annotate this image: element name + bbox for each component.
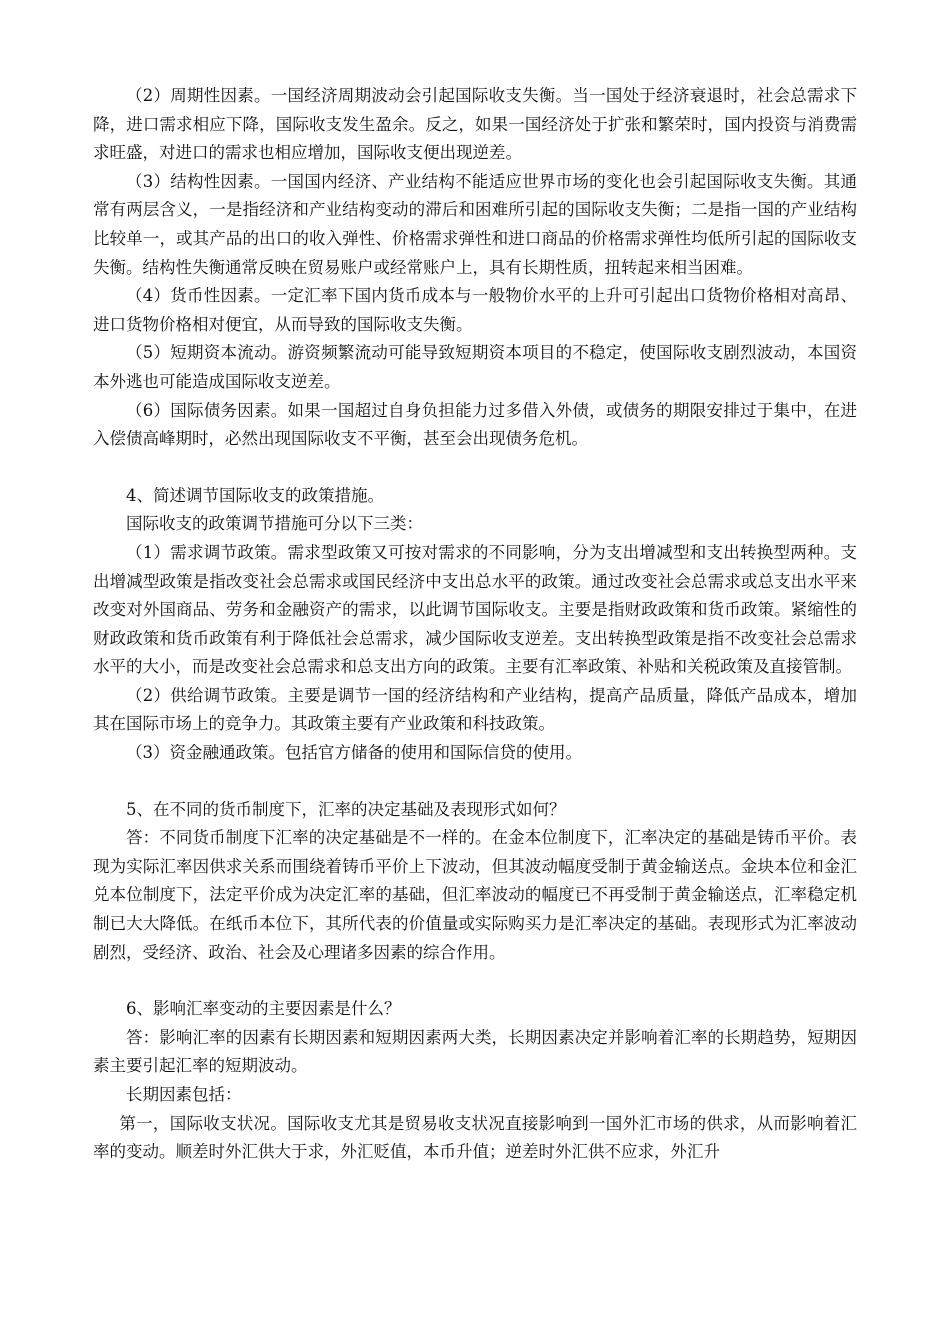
question-5-answer: 答：不同货币制度下汇率的决定基础是不一样的。在金本位制度下，汇率决定的基础是铸币平价。表现为实际汇率因供求关系而围绕着铸币平价上下波动，但其波动幅度受制于黄金输送点。金块本位和金汇兑本位制度下，法定平价成为决定汇率的基础，但汇率波动的幅度已不再受制于黄金输送点，汇率稳定机制已大大降低。在纸币本位下，其所代表的价值量或实际购买力是汇率决定的基础。表现形式为汇率波动剧烈，受经济、政治、社会及心理诸多因素的综合作用。 bbox=[93, 828, 857, 962]
question-4-intro: 国际收支的政策调节措施可分以下三类： bbox=[126, 514, 423, 534]
paragraph-supply-policy: （2）供给调节政策。主要是调节一国的经济结构和产业结构，提高产品质量，降低产品成本，增加其在国际市场上的竞争力。其政策主要有产业政策和科技政策。 bbox=[93, 685, 857, 734]
paragraph-demand-policy: （1）需求调节政策。需求型政策又可按对需求的不同影响，分为支出增减型和支出转换型两种。支出增减型政策是指改变社会总需求或国民经济中支出总水平的政策。通过改变社会总需求或总支出水平来改变对外国商品、劳务和金融资产的需求，以此调节国际收支。主要是指财政政策和货币政策。紧缩性的财政政策和货币政策有利于降低社会总需求，减少国际收支逆差。支出转换型政策是指不改变社会总需求水平的大小，而是改变社会总需求和总支出方向的政策。主要有汇率政策、补贴和关税政策及直接管制。 bbox=[93, 542, 857, 677]
question-4-heading: 4、简述调节国际收支的政策措施。 bbox=[126, 485, 384, 505]
paragraph-debt-factor: （6）国际债务因素。如果一国超过自身负担能力过多借入外债，或债务的期限安排过于集中，在进入偿债高峰期时，必然出现国际收支不平衡，甚至会出现债务危机。 bbox=[93, 400, 857, 449]
paragraph-monetary-factor: （4）货币性因素。一定汇率下国内货币成本与一般物价水平的上升可引起出口货物价格相对高昂、进口货物价格相对便宜，从而导致的国际收支失衡。 bbox=[93, 286, 857, 334]
question-5-heading: 5、在不同的货币制度下，汇率的决定基础及表现形式如何？ bbox=[126, 799, 566, 819]
paragraph-cyclical-factor: （2）周期性因素。一国经济周期波动会引起国际收支失衡。当一国处于经济衰退时，社会总需求下降，进口需求相应下降，国际收支发生盈余。反之，如果一国经济处于扩张和繁荣时，国内投资与消费需求旺盛，对进口的需求也相应增加，国际收支便出现逆差。 bbox=[93, 86, 857, 163]
paragraph-financing-policy: （3）资金融通政策。包括官方储备的使用和国际信贷的使用。 bbox=[126, 743, 582, 763]
long-term-factors-label: 长期因素包括： bbox=[126, 1085, 242, 1104]
document-body bbox=[93, 82, 857, 1167]
paragraph-structural-factor: （3）结构性因素。一国国内经济、产业结构不能适应世界市场的变化也会引起国际收支失衡。其通常有两层含义，一是指经济和产业结构变动的滞后和困难所引起的国际收支失衡；二是指一国的产业结构比较单一，或其产品的出口的收入弹性、价格需求弹性和进口商品的价格需求弹性均低所引起的国际收支失衡。结构性失衡通常反映在贸易账户或经常账户上，具有长期性质，扭转起来相当困难。 bbox=[93, 171, 857, 277]
paragraph-balance-of-payments-status: 第一，国际收支状况。国际收支尤其是贸易收支状况直接影响到一国外汇市场的供求，从而影响着汇率的变动。顺差时外汇供大于求，外汇贬值，本币升值；逆差时外汇供不应求，外汇升 bbox=[93, 1113, 857, 1162]
question-6-answer: 答：影响汇率的因素有长期因素和短期因素两大类，长期因素决定并影响着汇率的长期趋势，短期因素主要引起汇率的短期波动。 bbox=[93, 1027, 857, 1076]
paragraph-short-term-capital: （5）短期资本流动。游资频繁流动可能导致短期资本项目的不稳定，使国际收支剧烈波动，本国资本外逃也可能造成国际收支逆差。 bbox=[93, 343, 857, 391]
question-6-heading: 6、影响汇率变动的主要因素是什么？ bbox=[126, 999, 401, 1019]
